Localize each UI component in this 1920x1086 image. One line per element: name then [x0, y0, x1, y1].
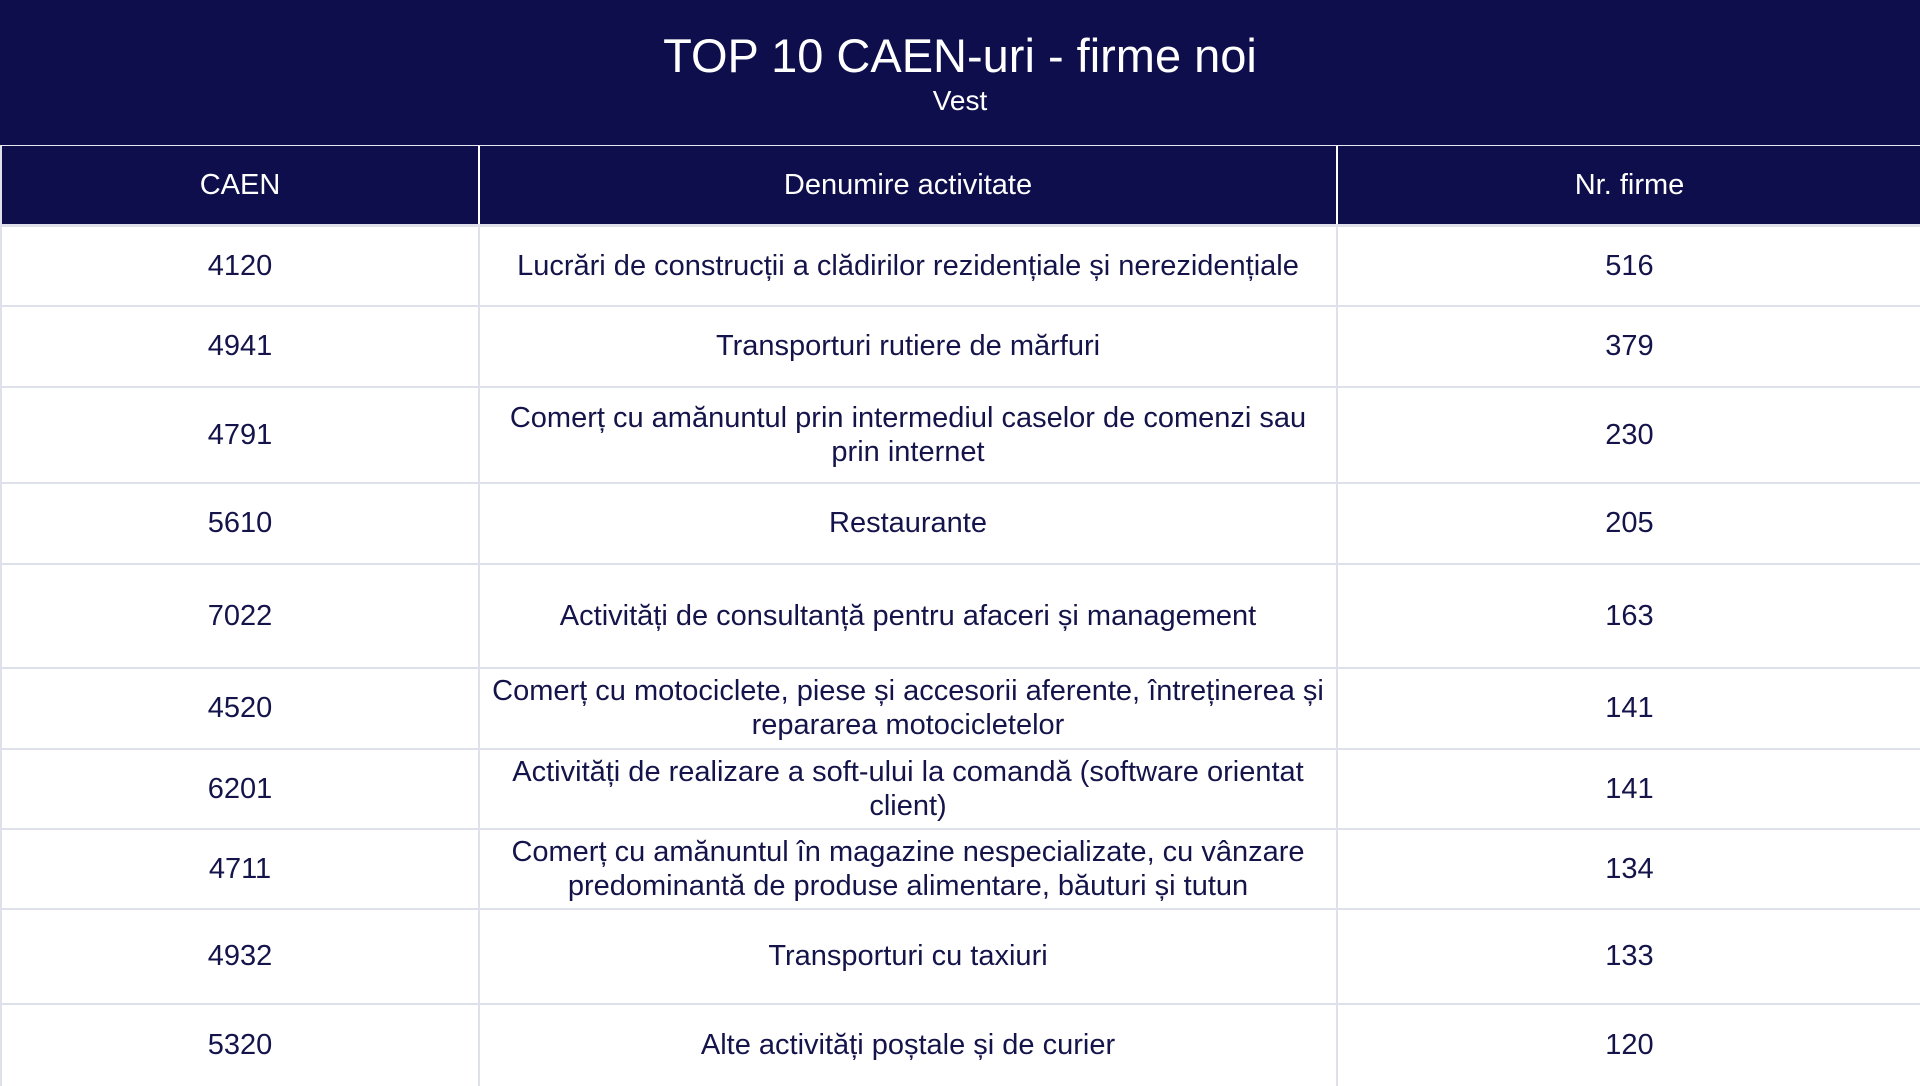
cell-activity: Transporturi cu taxiuri [479, 909, 1337, 1004]
title-bar [0, 0, 1920, 145]
cell-caen: 5320 [1, 1004, 479, 1086]
cell-count: 516 [1337, 226, 1920, 306]
table-row [1, 483, 1920, 564]
cell-activity: Comerț cu amănuntul prin intermediul caselor de comenzi sau prin internet [479, 387, 1337, 483]
table-row [1, 1004, 1920, 1086]
cell-count: 230 [1337, 387, 1920, 483]
table-row [1, 387, 1920, 483]
cell-count: 163 [1337, 564, 1920, 668]
cell-caen: 4941 [1, 306, 479, 387]
cell-count: 134 [1337, 829, 1920, 909]
cell-activity: Activități de realizare a soft-ului la comandă (software orientat client) [479, 749, 1337, 829]
page-subtitle: Vest [932, 85, 988, 116]
table-header-row [1, 146, 1920, 226]
cell-caen: 4791 [1, 387, 479, 483]
cell-caen: 4932 [1, 909, 479, 1004]
column-header-activity: Denumire activitate [479, 146, 1337, 226]
cell-activity: Comerț cu motociclete, piese și accesorii aferente, întreținerea și repararea motocicletelor [479, 668, 1337, 749]
table-row [1, 829, 1920, 909]
table-row [1, 668, 1920, 749]
table-row [1, 306, 1920, 387]
page-title: TOP 10 CAEN-uri - firme noi [663, 29, 1257, 82]
table-row [1, 909, 1920, 1004]
cell-activity: Lucrări de construcții a clădirilor rezidențiale și nerezidențiale [479, 226, 1337, 306]
cell-activity: Alte activități poștale și de curier [479, 1004, 1337, 1086]
cell-activity: Activități de consultanță pentru afaceri și management [479, 564, 1337, 668]
cell-count: 120 [1337, 1004, 1920, 1086]
cell-count: 205 [1337, 483, 1920, 564]
column-header-caen: CAEN [1, 146, 479, 226]
cell-count: 141 [1337, 668, 1920, 749]
cell-caen: 6201 [1, 749, 479, 829]
cell-activity: Transporturi rutiere de mărfuri [479, 306, 1337, 387]
cell-count: 379 [1337, 306, 1920, 387]
cell-caen: 4520 [1, 668, 479, 749]
table-row [1, 749, 1920, 829]
cell-count: 141 [1337, 749, 1920, 829]
cell-caen: 5610 [1, 483, 479, 564]
caen-table [0, 146, 1920, 1086]
cell-caen: 7022 [1, 564, 479, 668]
cell-count: 133 [1337, 909, 1920, 1004]
cell-activity: Comerț cu amănuntul în magazine nespecializate, cu vânzare predominantă de produse alimentare, băuturi și tutun [479, 829, 1337, 909]
table-row [1, 226, 1920, 306]
column-header-count: Nr. firme [1337, 146, 1920, 226]
cell-activity: Restaurante [479, 483, 1337, 564]
cell-caen: 4711 [1, 829, 479, 909]
cell-caen: 4120 [1, 226, 479, 306]
table-row [1, 564, 1920, 668]
